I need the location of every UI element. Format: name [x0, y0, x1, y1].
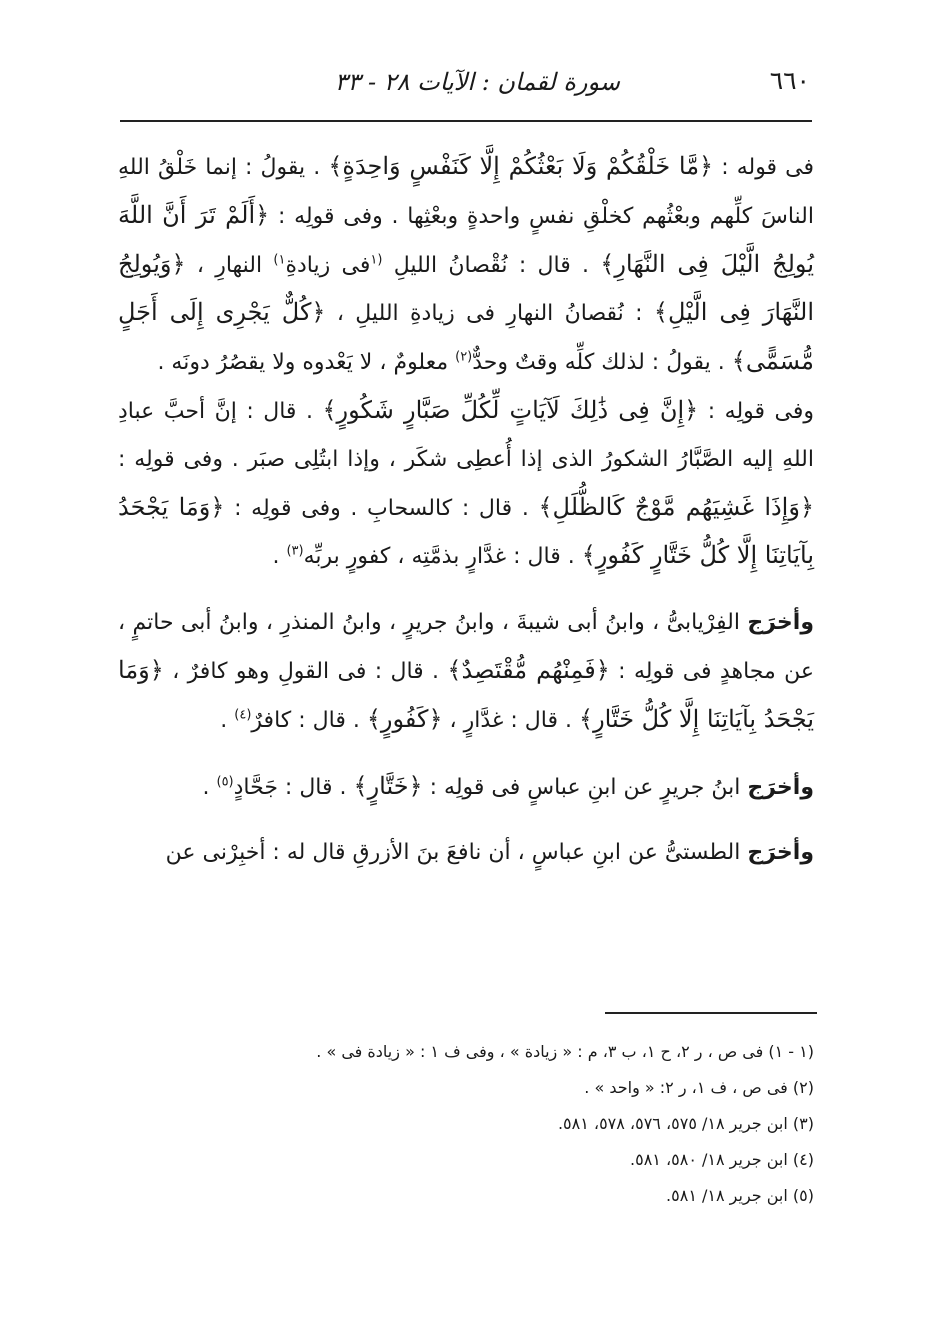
quran-quote: ﴿كَفُورٍ﴾ — [366, 704, 443, 733]
footnote-ref: (٣) — [286, 544, 304, 560]
paragraph — [118, 829, 814, 877]
text-run: ابنُ جريرٍ عن ابنِ عباسٍ فى قولِه : — [422, 774, 748, 800]
paragraph — [118, 143, 814, 387]
footnotes — [240, 1034, 814, 1214]
text-run: . — [272, 544, 287, 570]
paragraph — [118, 763, 814, 812]
text-run: . قال : غدَّارٍ بذمَّتِه ، كفورٍ بربِّه — [303, 544, 582, 570]
text-run: . يقولُ : إنما خَلْقُ اللهِ الناسَ كلِّهم وبعْثُهم كخلْقِ نفسٍ واحدةٍ وبعْثِها . وفى قولِه : — [118, 155, 814, 229]
text-run: . قال : إنَّ أحبَّ عبادِ اللهِ إليه الصَّبَّارُ الشكورُ الذى إذا أُعطِى شكَر ، وإذا ابتُلِى صبَر . وفى قولِه : — [118, 398, 814, 472]
text-run: وفى قولِه : — [698, 398, 815, 424]
footnote-ref: ١) — [273, 252, 286, 268]
text-run: فى زيادةِ — [285, 252, 371, 278]
text-run: . قال : كالسحابِ . وفى قولِه : — [224, 495, 539, 521]
footnote-3: (٣) ابن جرير ١٨/ ٥٧٥، ٥٧٦، ٥٧٨، ٥٨١. — [557, 1114, 814, 1133]
running-title: سورة لقمان : الآيات ٢٨ - ٣٣ — [334, 68, 620, 96]
text-run: . قال : جَحَّادٍ — [233, 774, 354, 800]
text-run: : نُقصانُ النهارِ فى زيادةِ الليلِ ، — [325, 301, 654, 327]
paragraph — [118, 387, 814, 581]
text-run: . قال : غدَّارٍ ، — [442, 707, 579, 733]
page-number: ٦٦٠ — [769, 66, 810, 95]
footnote-2: (٢) فى ص ، ف ١، ر ٢: « واحد » . — [584, 1078, 814, 1097]
text-run: . قال : نُقْصانُ الليلِ — [382, 252, 601, 278]
quran-quote: ﴿مَّا خَلْقُكُمْ وَلَا بَعْثُكُمْ إِلَّا كَنَفْسٍ وَاحِدَةٍ﴾ — [328, 152, 714, 180]
quran-quote: ﴿أَلَمْ تَرَ أَنَّ اللَّهَ يُولِجُ الَّيْلَ فِى النَّهَارِ﴾ — [118, 200, 814, 278]
text-run: النهارِ ، — [185, 252, 274, 278]
text-run: . — [202, 774, 217, 800]
body-text — [118, 143, 814, 877]
quran-quote: ﴿فَمِنْهُم مُّقْتَصِدٌ﴾ — [447, 655, 610, 684]
quran-quote: ﴿وَمَا يَجْحَدُ بِآيَاتِنَا إِلَّا كُلُّ خَتَّارٍ كَفُورٍ﴾ — [118, 492, 814, 570]
lead-word: وأخرَج — [747, 840, 814, 866]
text-run: . يقولُ : لذلك كلِّه وقتٌ وحدٌّ — [472, 350, 732, 376]
footnote-4: (٤) ابن جرير ١٨/ ٥٨٠، ٥٨١. — [630, 1150, 814, 1169]
text-run: الفِرْيابىُّ ، وابنُ أبى شيبةَ ، وابنُ جريرٍ ، وابنُ المنذرِ ، وابنُ أبى حاتمٍ ، عن مجاهدٍ فى قولِه : — [118, 610, 815, 684]
text-run: معلومٌ ، لا يَعْدوه ولا يقصُرُ دونَه . — [157, 350, 456, 376]
text-run: فى قوله : — [713, 155, 815, 180]
text-run: الطستىُّ عن ابنِ عباسٍ ، أن نافعَ بنَ الأزرقِ قال له : أخبِرْنى عن — [165, 840, 748, 866]
lead-word: وأخرَج — [747, 610, 814, 636]
header-rule — [120, 120, 812, 122]
quran-quote: ﴿إِنَّ فِى ذَٰلِكَ لَآيَاتٍ لِّكُلِّ صَبَّارٍ شَكُورٍ﴾ — [322, 395, 699, 424]
running-head — [120, 64, 810, 108]
quran-quote: ﴿خَتَّارٍ﴾ — [353, 771, 423, 800]
text-run: . قال : فى القولِ وهو كافرٌ ، — [163, 658, 448, 684]
footnote-ref: (٢) — [455, 349, 473, 365]
quran-quote: ﴿كُلٌّ يَجْرِى إِلَى أَجَلٍ مُّسَمًّى﴾ — [118, 298, 814, 376]
footnote-ref: (١ — [370, 252, 383, 268]
quran-quote: ﴿وَإِذَا غَشِيَهُم مَّوْجٌ كَالظُّلَلِ﴾ — [538, 492, 815, 521]
footnote-ref: (٥) — [216, 774, 234, 790]
footnote-1: (١ - ١) فى ص ، ر ٢، ح ١، ب ٣، م : « زيادة » ، وفى ف ١ : « زيادة فى » . — [316, 1042, 814, 1061]
text-run: . — [220, 707, 235, 733]
footnote-5: (٥) ابن جرير ١٨/ ٥٨١. — [666, 1186, 814, 1205]
quran-quote: ﴿وَمَا يَجْحَدُ بِآيَاتِنَا إِلَّا كُلُّ خَتَّارٍ﴾ — [118, 655, 814, 733]
footnote-separator — [605, 1012, 817, 1014]
text-run: . قال : كافرٌ — [251, 707, 367, 733]
lead-word: وأخرَج — [747, 774, 814, 800]
footnote-ref: (٤) — [234, 707, 252, 723]
paragraph — [118, 599, 814, 744]
quran-quote: ﴿وَيُولِجُ النَّهَارَ فِى الَّيْلِ﴾ — [118, 249, 814, 327]
